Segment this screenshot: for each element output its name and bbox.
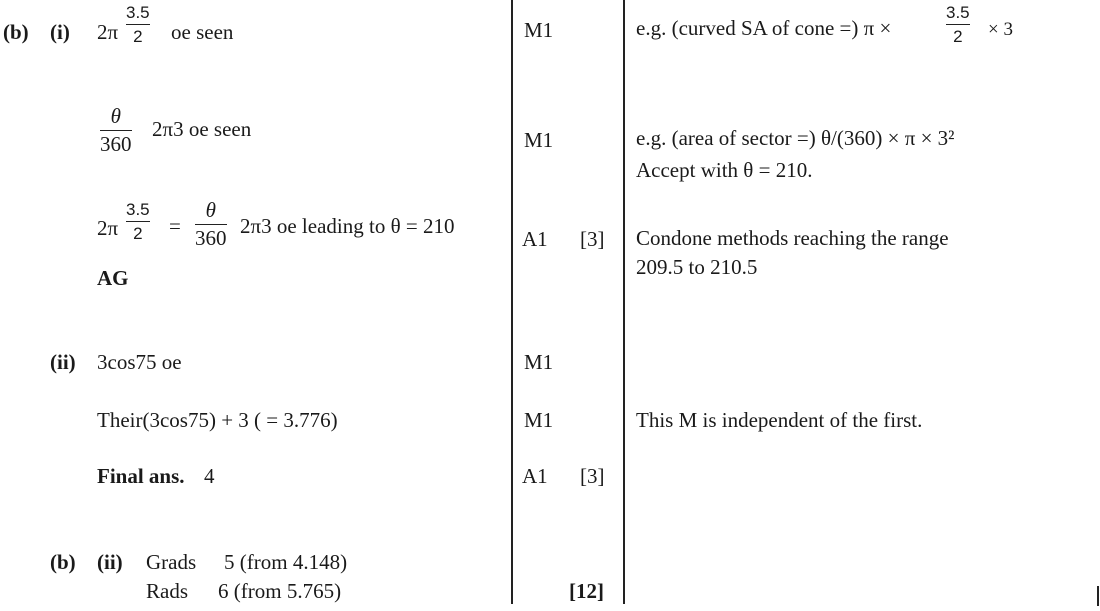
mark-b-i-1: M1: [524, 18, 554, 42]
final-answer-value: 4: [204, 464, 215, 488]
mark-b-ii-3: A1: [522, 464, 548, 488]
column-divider-answer-marks: [511, 0, 513, 604]
rads-label: Rads: [146, 579, 188, 603]
answer-b-i-3-prefix: 2π: [97, 216, 119, 240]
rads-value: 6 (from 5.765): [218, 579, 342, 603]
grads-label: Grads: [146, 550, 197, 574]
guidance-fraction-3-5-over-2: [946, 4, 970, 45]
fraction-numerator: 3.5: [126, 3, 150, 22]
fraction-denominator: 2: [953, 27, 963, 47]
fraction-3-5-over-2-equation: [126, 201, 150, 242]
fraction-3-5-over-2: [126, 4, 150, 45]
part-label-i: (i): [50, 20, 70, 44]
fraction-denominator: 2: [133, 224, 143, 244]
mark-b-ii-1: M1: [524, 350, 554, 374]
fraction-numerator: θ: [110, 104, 121, 128]
answer-b-i-1-prefix: 2π: [97, 20, 119, 44]
guidance-b-i-2-line2: Accept with θ = 210.: [636, 158, 813, 182]
equals-sign: =: [169, 214, 181, 238]
fraction-denominator: 2: [133, 27, 143, 47]
total-b-i: [3]: [580, 227, 605, 251]
fraction-theta-over-360: [100, 106, 132, 155]
fraction-theta-over-360-equation: [195, 200, 227, 249]
fraction-bar: [195, 224, 227, 225]
part-label-ii: (ii): [50, 350, 76, 374]
fraction-numerator: 3.5: [946, 3, 970, 22]
guidance-b-i-1-suffix: × 3: [988, 19, 1013, 40]
mark-b-i-3: A1: [522, 227, 548, 251]
grand-total: [12]: [569, 579, 604, 603]
fraction-denominator: 360: [195, 226, 227, 251]
fraction-bar: [100, 130, 132, 131]
answer-b-ii-1: 3cos75 oe: [97, 350, 182, 374]
fraction-bar: [946, 24, 970, 25]
fraction-denominator: 360: [100, 132, 132, 157]
column-divider-marks-guidance: [623, 0, 625, 604]
answer-b-ii-2: Their(3cos75) + 3 ( = 3.776): [97, 408, 338, 432]
fraction-numerator: 3.5: [126, 200, 150, 219]
final-answer-label: Final ans.: [97, 464, 185, 488]
note-label-b: (b): [50, 550, 76, 574]
guidance-b-i-2-line1: e.g. (area of sector =) θ/(360) × π × 3²: [636, 126, 955, 150]
guidance-b-i-3-line1: Condone methods reaching the range: [636, 226, 949, 250]
fraction-bar: [126, 24, 150, 25]
guidance-b-i-3-line2: 209.5 to 210.5: [636, 255, 758, 279]
mark-b-i-2: M1: [524, 128, 554, 152]
guidance-b-i-1: e.g. (curved SA of cone =) π ×: [636, 16, 892, 40]
fraction-numerator: θ: [205, 198, 216, 222]
fraction-bar: [126, 221, 150, 222]
part-label-b: (b): [3, 20, 29, 44]
answer-b-i-3-suffix: 2π3 oe leading to θ = 210: [240, 214, 455, 238]
answer-b-i-1-suffix: oe seen: [171, 20, 234, 44]
answer-b-i-2-suffix: 2π3 oe seen: [152, 117, 252, 141]
total-b-ii: [3]: [580, 464, 605, 488]
guidance-b-ii-2: This M is independent of the first.: [636, 408, 923, 432]
page-edge-marker: [1097, 586, 1099, 606]
note-label-ii: (ii): [97, 550, 123, 574]
grads-value: 5 (from 4.148): [224, 550, 348, 574]
answer-given-label: AG: [97, 266, 129, 290]
mark-b-ii-2: M1: [524, 408, 554, 432]
